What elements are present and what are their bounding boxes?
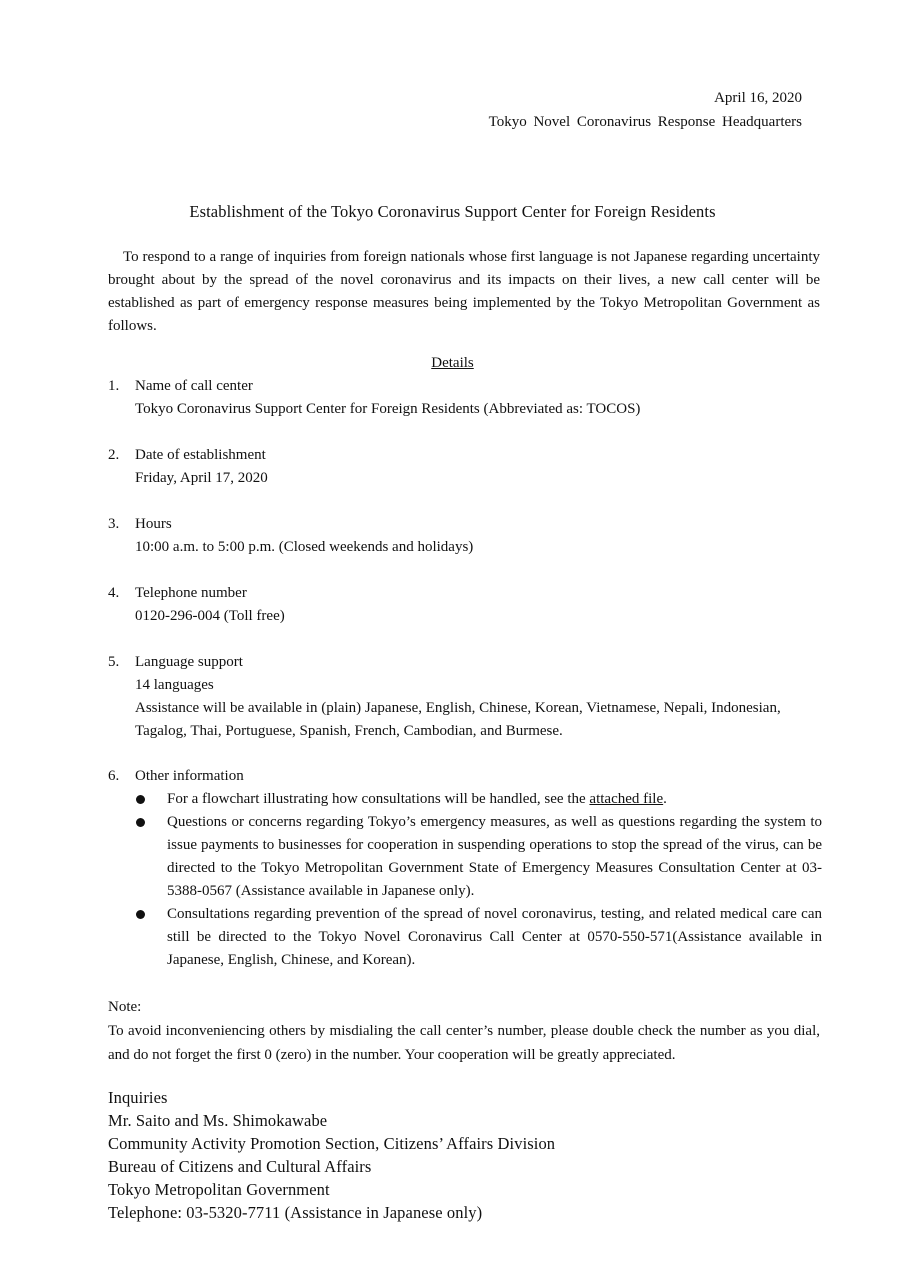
- section-line: Friday, April 17, 2020: [135, 470, 268, 486]
- note-text: To avoid inconveniencing others by misdialing the call center’s number, please double check the number as you dial, and do not forget the first 0 (zero) in the number. Your cooperation will be greatly appreciated.: [108, 1023, 820, 1063]
- section-number: 5.: [108, 654, 120, 670]
- section-heading: Hours: [135, 516, 172, 532]
- document-title: Establishment of the Tokyo Coronavirus Support Center for Foreign Residents: [189, 202, 716, 221]
- list-item: [136, 788, 822, 811]
- document-header: [489, 86, 802, 134]
- inquiries-bureau: Bureau of Citizens and Cultural Affairs: [108, 1157, 372, 1176]
- section-number: 1.: [108, 378, 120, 394]
- list-item: [136, 811, 822, 903]
- section-number: 2.: [108, 447, 120, 463]
- bullet-icon: [136, 818, 145, 827]
- details-heading-text: Details: [431, 355, 474, 371]
- inquiries-government: Tokyo Metropolitan Government: [108, 1180, 330, 1199]
- note-block: [108, 995, 820, 1067]
- section-line: 0120-296-004 (Toll free): [135, 608, 285, 624]
- bullet-icon: [136, 910, 145, 919]
- bullet-punctuation: .: [663, 791, 667, 807]
- attached-file-link[interactable]: attached file: [589, 791, 664, 807]
- note-label: Note:: [108, 999, 142, 1015]
- inquiries-contact: Mr. Saito and Ms. Shimokawabe: [108, 1111, 328, 1130]
- section-heading: Name of call center: [135, 378, 253, 394]
- section-line: Assistance will be available in (plain) Japanese, English, Chinese, Korean, Vietnamese, Nepali, Indonesian, Tagalog, Thai, Portuguese, Spanish, French, Cambodian, and Burmese.: [135, 700, 781, 739]
- section-number: 4.: [108, 585, 120, 601]
- section-line: Tokyo Coronavirus Support Center for Foreign Residents (Abbreviated as: TOCOS): [135, 401, 641, 417]
- other-information-list: [136, 788, 822, 972]
- section-line: 14 languages: [135, 677, 214, 693]
- section-heading: Other information: [135, 768, 244, 784]
- section-number: 3.: [108, 516, 120, 532]
- bullet-text: For a flowchart illustrating how consultations will be handled, see the: [167, 791, 590, 807]
- inquiries-telephone: Telephone: 03-5320-7711 (Assistance in Japanese only): [108, 1203, 483, 1222]
- bullet-icon: [136, 795, 145, 804]
- issue-date: April 16, 2020: [714, 90, 802, 106]
- inquiries-block: [108, 1086, 555, 1224]
- section-line: 10:00 a.m. to 5:00 p.m. (Closed weekends and holidays): [135, 539, 474, 555]
- details-heading: [0, 352, 905, 375]
- section-heading: Language support: [135, 654, 243, 670]
- section-heading: Telephone number: [135, 585, 247, 601]
- inquiries-label: Inquiries: [108, 1088, 168, 1107]
- intro-paragraph: To respond to a range of inquiries from foreign nationals whose first language is not Japanese regarding uncertainty brought about by the spread of the novel coronavirus and its impacts on their lives, a new call center will be established as part of emergency response measures being implemented by the Tokyo Metropolitan Government as follows.: [108, 249, 820, 334]
- bullet-text: Questions or concerns regarding Tokyo’s emergency measures, as well as questions regarding the system to issue payments to businesses for cooperation in suspending operations to stop the spread of the virus, can be directed to the Tokyo Metropolitan Government State of Emergency Measures Consultation Center at 03-5388-0567 (Assistance available in Japanese only).: [167, 814, 822, 899]
- section-number: 6.: [108, 768, 120, 784]
- list-item: [136, 903, 822, 972]
- issuing-office: Tokyo Novel Coronavirus Response Headquarters: [488, 114, 802, 130]
- section-heading: Date of establishment: [135, 447, 266, 463]
- inquiries-section: Community Activity Promotion Section, Citizens’ Affairs Division: [108, 1134, 556, 1153]
- bullet-text: Consultations regarding prevention of the spread of novel coronavirus, testing, and related medical care can still be directed to the Tokyo Novel Coronavirus Call Center at 0570-550-571(Assistance available in Japanese, English, Chinese, and Korean).: [167, 906, 822, 968]
